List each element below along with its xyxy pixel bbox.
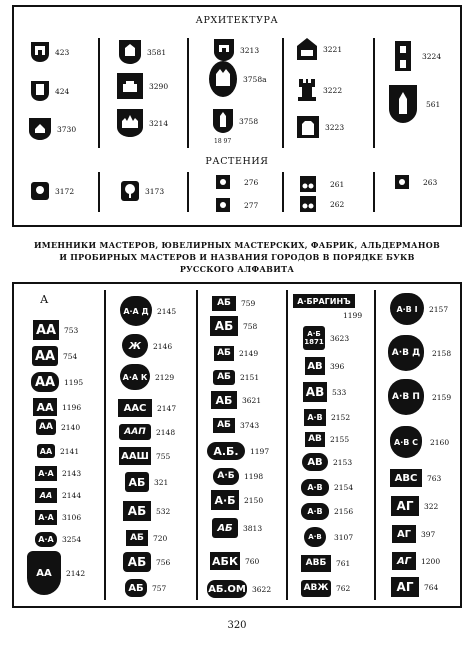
arch-entry	[213, 39, 259, 61]
mark-entry	[125, 471, 168, 493]
mark-number: 756	[156, 557, 171, 567]
mark-number: 396	[330, 361, 345, 371]
arch-entry	[212, 110, 258, 132]
mark-number: 397	[421, 529, 436, 539]
arch-number: 3214	[149, 118, 169, 128]
mark-entry	[210, 550, 259, 572]
mark-number: 3107	[334, 532, 354, 542]
hallmark: А·В	[304, 527, 326, 547]
mark-entry	[391, 495, 438, 517]
mark-number: 760	[245, 556, 260, 566]
heart-hallmark: А·В Д	[388, 335, 424, 371]
hallmark: АА	[33, 320, 59, 340]
plant-entry	[395, 174, 437, 190]
mark-number: 3621	[242, 395, 262, 405]
year-label: 18 97	[214, 138, 232, 145]
mark-number: 532	[156, 506, 171, 516]
hallmark: АБ	[123, 552, 151, 572]
hallmark: ААШ	[119, 447, 151, 465]
hallmark: АБ	[213, 370, 235, 385]
mark-entry	[36, 416, 80, 438]
hallmark: АГ	[391, 577, 419, 597]
mark-number: 2147	[157, 403, 177, 413]
mark-number: 2140	[61, 422, 81, 432]
arch-entry	[296, 79, 342, 101]
hallmark: АБ	[214, 346, 234, 361]
mark-number: 3743	[240, 420, 260, 430]
arch-number: 424	[55, 86, 70, 96]
hallmark: ААП	[119, 424, 151, 440]
mark-entry	[301, 500, 353, 522]
mark-entry	[211, 389, 261, 411]
arch-entry	[28, 118, 76, 140]
hallmark: АБК	[210, 552, 240, 570]
mark-number: 2154	[334, 482, 354, 492]
hallmark: А·А	[35, 532, 57, 547]
castle-tower-shield-icon	[30, 80, 50, 102]
plate-heading-line1: ИМЕННИКИ МАСТЕРОВ, ЮВЕЛИРНЫХ МАСТЕРСКИХ, ФАБРИК, АЛЬДЕРМАНОВ	[33, 240, 441, 250]
mark-number: 3813	[243, 523, 263, 533]
tree-square-icon	[120, 180, 140, 202]
architecture-title: АРХИТЕКТУРА	[195, 15, 279, 26]
marks-divider-3	[286, 290, 288, 600]
hallmark: А·БРАГИНЪ	[293, 294, 355, 308]
plant-entry	[30, 180, 74, 202]
mark-entry	[301, 552, 350, 574]
mark-entry	[388, 378, 451, 416]
arch-number: 3290	[149, 81, 169, 91]
arch-number: 3223	[325, 122, 345, 132]
hallmark: АГ	[391, 496, 419, 516]
mark-number: 2141	[60, 446, 80, 456]
hallmark: АБ	[125, 472, 149, 492]
mark-entry	[302, 451, 352, 473]
plant-entry	[216, 197, 258, 213]
mark-number: 2157	[429, 304, 449, 314]
mark-number: 2158	[432, 348, 452, 358]
kremlin-oval-icon	[208, 60, 238, 98]
marks-divider-4	[374, 290, 376, 600]
cherry-icon	[300, 176, 316, 192]
mark-entry	[119, 445, 170, 467]
hallmark: А·Б 1871	[303, 326, 325, 350]
arch-number: 3221	[323, 44, 343, 54]
mark-number: 2148	[156, 427, 176, 437]
mark-entry	[213, 366, 259, 388]
mark-number: 764	[424, 582, 439, 592]
mark-entry	[123, 500, 170, 522]
arch-number: 3224	[422, 51, 442, 61]
hallmark: АА	[32, 346, 58, 366]
cherry-icon	[300, 196, 316, 212]
mark-entry	[303, 325, 349, 351]
hallmark: А·А	[35, 510, 57, 525]
mark-entry	[390, 292, 448, 326]
hallmark: АВЖ	[301, 580, 331, 597]
mark-entry	[210, 315, 257, 337]
hallmark: АГ	[392, 525, 416, 543]
mark-number: 1198	[244, 471, 264, 481]
mark-entry	[214, 342, 258, 364]
mark-entry	[35, 484, 81, 506]
hallmark: АВ	[305, 357, 325, 375]
top-divider-1	[98, 38, 100, 148]
mark-number: 1200	[421, 556, 441, 566]
hallmark: АБ	[125, 579, 147, 597]
mark-entry	[35, 528, 81, 550]
kremlin-shield-icon	[116, 108, 144, 138]
crowned-shield-hallmark: АА	[27, 551, 61, 595]
plant-number: 3172	[55, 186, 75, 196]
hallmark: АБ	[213, 418, 235, 433]
hallmark: АА	[31, 372, 59, 392]
plant-number: 277	[244, 200, 259, 210]
plants-divider-3	[282, 172, 284, 212]
plants-divider-4	[373, 172, 375, 212]
flower-small-icon	[395, 175, 409, 189]
arch-entry	[208, 68, 267, 90]
plate-heading-line2: И ПРОБИРНЫХ МАСТЕРОВ И НАЗВАНИЯ ГОРОДОВ В ПОРЯДКЕ БУКВ	[59, 252, 415, 262]
mark-entry	[32, 345, 77, 367]
marks-divider-1	[104, 290, 106, 600]
mark-number: 2142	[66, 568, 86, 578]
hallmark: АА	[35, 488, 57, 503]
hallmark: А·В	[301, 503, 329, 520]
mark-number: 1195	[64, 377, 84, 387]
plant-entry	[216, 174, 258, 190]
mark-number: 2150	[244, 495, 264, 505]
fortress-shield-icon	[116, 72, 144, 100]
mark-entry	[301, 577, 350, 599]
hallmark: АБ	[211, 391, 237, 409]
hallmark: АБ.ОМ	[207, 580, 247, 598]
mark-number: 321	[154, 477, 169, 487]
mark-number: 759	[241, 298, 256, 308]
heart-hallmark: Ж	[122, 334, 148, 358]
mark-entry	[213, 465, 263, 487]
fortress-shield-icon	[213, 38, 235, 62]
arch-entry	[388, 84, 440, 124]
mark-number: 2156	[334, 506, 354, 516]
mark-entry	[392, 523, 435, 545]
mark-number: 2149	[239, 348, 259, 358]
plate-heading-line3: РУССКОГО АЛФАВИТА	[179, 264, 295, 274]
hallmark: АБ	[212, 518, 238, 538]
hallmark: АБ	[210, 316, 238, 336]
mark-number: 2145	[157, 306, 177, 316]
mark-entry	[35, 506, 81, 528]
top-divider-4	[373, 38, 375, 148]
hallmark: АА	[33, 398, 57, 416]
arch-number: 3581	[147, 47, 167, 57]
letter-heading: А	[40, 293, 49, 306]
mark-entry	[301, 476, 353, 498]
arch-number: 3758а	[243, 74, 267, 84]
mark-entry	[125, 577, 166, 599]
arch-entry	[30, 41, 69, 63]
plant-number: 3173	[145, 186, 165, 196]
plants-divider-2	[187, 172, 189, 212]
arch-entry	[116, 75, 168, 97]
house-icon	[296, 37, 318, 61]
tower-shield-icon	[212, 108, 234, 134]
mark-entry	[304, 526, 353, 548]
plant-entry	[300, 196, 344, 212]
mark-entry	[120, 296, 176, 326]
mark-number: 2159	[432, 392, 452, 402]
chess-rook-icon	[296, 78, 318, 102]
hallmark: АВБ	[301, 555, 331, 572]
plant-number: 263	[423, 177, 438, 187]
mark-entry	[126, 527, 167, 549]
arch-entry	[296, 116, 344, 138]
mark-number: 3106	[62, 512, 82, 522]
hallmark: АВ	[302, 453, 328, 471]
gate-tower-icon	[392, 40, 414, 72]
mark-entry	[33, 319, 78, 341]
castle-gate-shield-icon	[30, 41, 50, 63]
mark-number: 322	[424, 501, 439, 511]
heart-hallmark: А·В С	[390, 426, 422, 458]
mark-entry	[207, 440, 269, 462]
hallmark: АБ	[126, 530, 148, 546]
mark-entry	[391, 576, 438, 598]
mark-entry	[119, 421, 175, 443]
mark-entry	[392, 550, 440, 572]
building-shield-icon	[28, 117, 52, 141]
mark-entry	[305, 428, 349, 450]
mark-number: 1196	[62, 402, 82, 412]
mark-entry	[120, 363, 174, 391]
mark-number: 761	[336, 558, 351, 568]
hallmark: А·А	[35, 466, 57, 481]
mark-entry	[390, 425, 449, 459]
mark-number: 2152	[331, 412, 351, 422]
mark-entry	[211, 489, 263, 511]
arch-entry	[392, 40, 441, 72]
mark-entry	[33, 396, 81, 418]
mark-number: 2151	[240, 372, 260, 382]
mark-number: 2146	[153, 341, 173, 351]
tower-block-icon	[296, 115, 320, 139]
arch-number: 423	[55, 47, 70, 57]
heart-hallmark: А·А К	[120, 364, 150, 390]
plant-number: 261	[330, 179, 345, 189]
arch-number: 561	[426, 99, 441, 109]
mark-entry	[212, 517, 262, 539]
mark-entry	[123, 551, 170, 573]
arch-entry	[30, 80, 69, 102]
arch-entry	[118, 41, 166, 63]
mark-number: 720	[153, 533, 168, 543]
mark-entry	[118, 397, 176, 419]
mark-number: 2160	[430, 437, 450, 447]
mark-number: 762	[336, 583, 351, 593]
mark-entry	[304, 406, 350, 428]
heart-hallmark: А·В П	[388, 379, 424, 415]
flower-small-icon	[216, 198, 230, 212]
plants-divider-1	[98, 172, 100, 212]
mark-number: 533	[332, 387, 347, 397]
mark-number: 3254	[62, 534, 82, 544]
fortress-shield-icon	[118, 39, 142, 65]
marks-divider-2	[196, 290, 198, 600]
hallmark: АВ	[305, 432, 325, 447]
hallmark: А·Б	[213, 468, 239, 485]
mark-number: 3622	[252, 584, 272, 594]
hallmark: АБ	[212, 296, 236, 311]
top-divider-2	[187, 38, 189, 148]
flower-square-icon	[30, 181, 50, 201]
hallmark: А·Б	[211, 490, 239, 510]
flower-small-icon	[216, 175, 230, 189]
hallmark: А·В	[304, 409, 326, 426]
hallmark: А.Б.	[207, 442, 245, 460]
mark-entry	[35, 462, 81, 484]
arch-number: 3213	[240, 45, 260, 55]
mark-number: 753	[64, 325, 79, 335]
hallmark: А·В	[301, 479, 329, 496]
mark-number: 2143	[62, 468, 82, 478]
mark-number: 754	[63, 351, 78, 361]
plant-entry	[120, 180, 164, 202]
mark-entry	[212, 292, 255, 314]
mark-entry	[303, 381, 346, 403]
hallmark: АБ	[123, 501, 151, 521]
arch-number: 3730	[57, 124, 77, 134]
mark-number: 757	[152, 583, 167, 593]
mark-entry	[388, 334, 451, 372]
mark-number: 758	[243, 321, 258, 331]
mark-number: 2129	[155, 372, 175, 382]
mark-entry	[293, 290, 355, 312]
mark-entry	[37, 440, 79, 462]
mark-entry	[207, 578, 271, 600]
hallmark: АГ	[392, 552, 416, 570]
mark-number: 2155	[330, 434, 350, 444]
page-number: 320	[227, 620, 247, 631]
hallmark: АА	[37, 444, 55, 458]
mark-entry	[122, 333, 172, 359]
plant-number: 276	[244, 177, 259, 187]
plants-title: РАСТЕНИЯ	[205, 156, 269, 167]
arch-entry	[296, 38, 342, 60]
plant-entry	[300, 176, 344, 192]
mark-number: 755	[156, 451, 171, 461]
arch-number: 3758	[239, 116, 259, 126]
mark-entry	[31, 371, 83, 393]
hallmark: ААС	[118, 399, 152, 417]
mark-number: 2153	[333, 457, 353, 467]
mark-number: 3623	[330, 333, 350, 343]
mark-number: 1199	[343, 311, 363, 320]
plant-number: 262	[330, 199, 345, 209]
mark-entry	[27, 550, 85, 596]
mark-number: 2144	[62, 490, 82, 500]
heart-hallmark: А·А Д	[120, 296, 152, 326]
mark-number: 1197	[250, 446, 270, 456]
top-divider-3	[282, 38, 284, 148]
mark-number: 763	[427, 473, 442, 483]
heart-hallmark: А·В I	[390, 293, 424, 325]
mark-entry	[213, 414, 259, 436]
arch-entry	[116, 112, 168, 134]
mark-entry	[390, 467, 441, 489]
hallmark: АВС	[390, 469, 422, 487]
arch-number: 3222	[323, 85, 343, 95]
hallmark: АВ	[303, 382, 327, 402]
mark-entry	[305, 355, 344, 377]
church-shield-icon	[388, 84, 418, 124]
hallmark: АА	[36, 419, 56, 435]
